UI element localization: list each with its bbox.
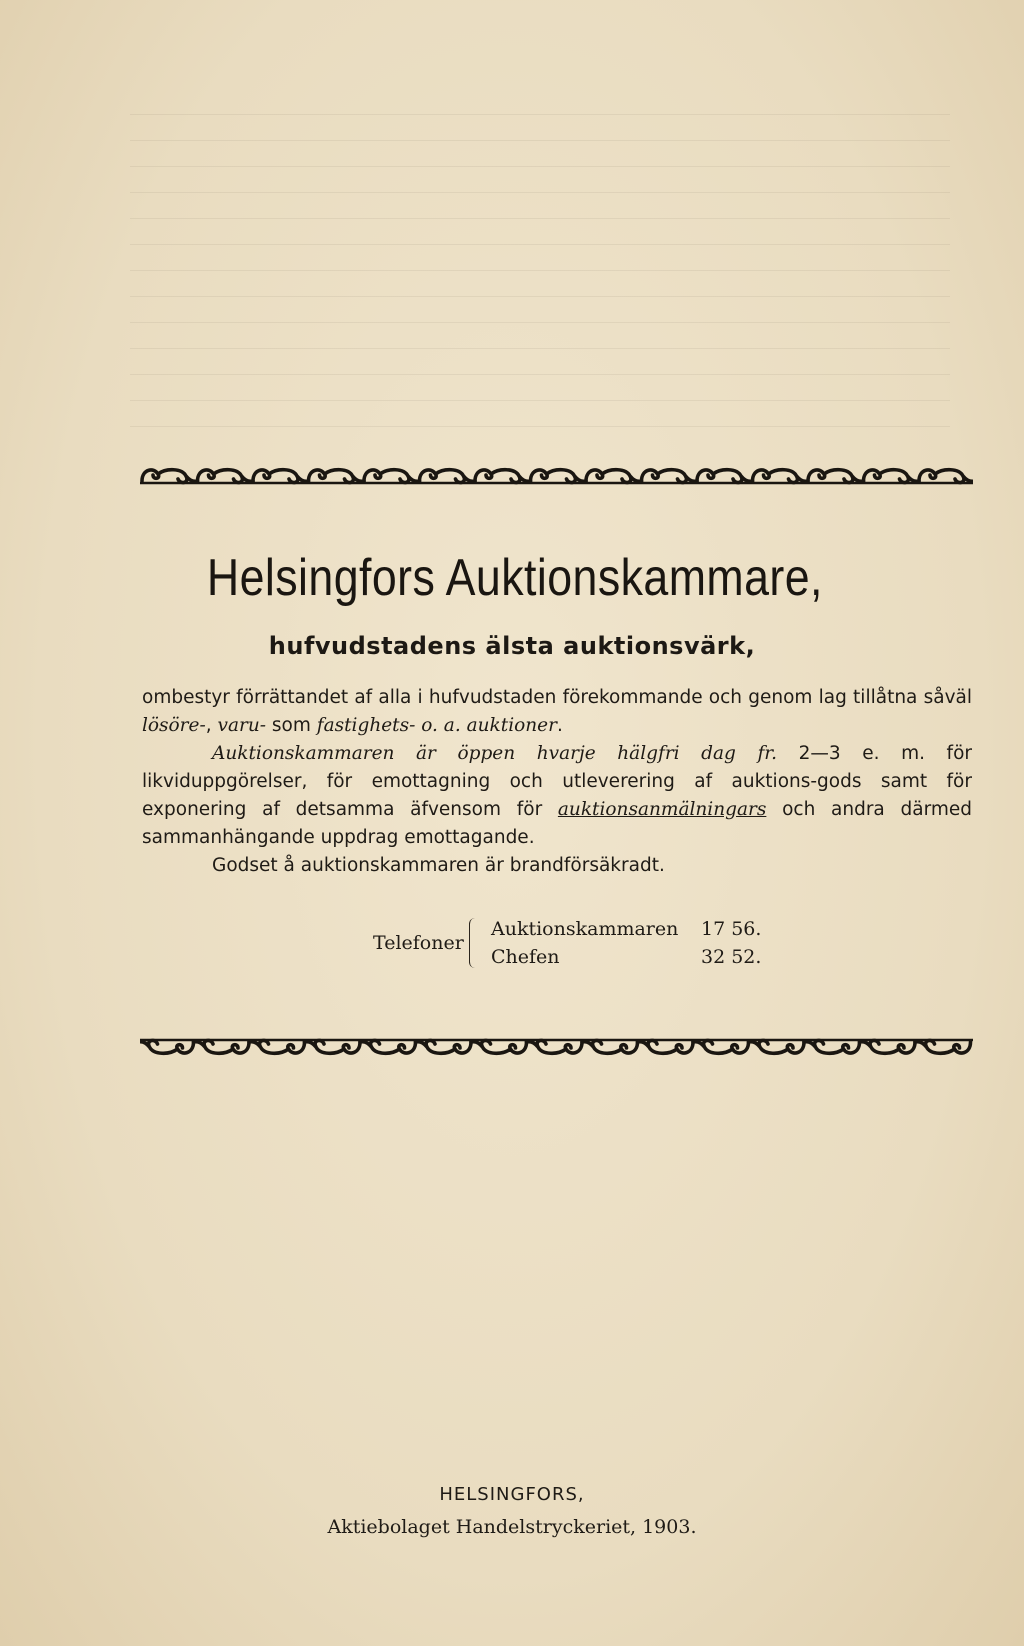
ornament-scroll-icon bbox=[309, 470, 365, 483]
p1-italic-losore: lösöre- bbox=[142, 715, 206, 736]
ornament-scroll-icon bbox=[804, 1040, 860, 1053]
telephone-entry-name: Chefen bbox=[491, 946, 560, 968]
telephone-entry-number: 17 56. bbox=[701, 918, 762, 940]
paragraph-hours bbox=[142, 740, 972, 852]
ornament-scroll-icon bbox=[253, 470, 309, 483]
ornament-scroll-icon bbox=[586, 470, 642, 483]
bleed-through-text bbox=[130, 100, 950, 440]
p1-italic-varu: varu- bbox=[217, 715, 266, 736]
ornament-scroll-icon bbox=[749, 1040, 805, 1053]
telephone-label: Telefoner bbox=[373, 932, 464, 954]
ornament-scroll-icon bbox=[864, 470, 920, 483]
ornament-scroll-icon bbox=[860, 1040, 916, 1053]
ornament-scroll-icon bbox=[753, 470, 809, 483]
ornament-border-bottom bbox=[140, 1036, 973, 1058]
paragraph-insurance: Godset å auktionskammaren är brandförsäkradt. bbox=[212, 855, 665, 876]
p2-italic-open: Auktionskammaren är öppen hvarje hälgfri dag fr. bbox=[212, 743, 778, 764]
ornament-scroll-icon bbox=[416, 1040, 472, 1053]
ornament-scroll-icon bbox=[527, 1040, 583, 1053]
ornament-wave-top-icon bbox=[140, 465, 973, 487]
p1-text-a: ombestyr förrättandet af alla i hufvudstaden förekommande och genom lag tillåtna såväl bbox=[142, 687, 972, 708]
ornament-scroll-icon bbox=[140, 1040, 194, 1053]
ornament-scroll-icon bbox=[142, 470, 198, 483]
ornament-scroll-icon bbox=[642, 470, 698, 483]
ornament-scroll-icon bbox=[420, 470, 476, 483]
ornament-scroll-icon bbox=[475, 470, 531, 483]
ornament-scroll-icon bbox=[697, 470, 753, 483]
p1-text-c: , bbox=[205, 715, 218, 736]
ornament-scroll-icon bbox=[305, 1040, 361, 1053]
p2-underlined-anmalningar: auktionsanmälningars bbox=[557, 799, 767, 820]
p1-italic-fastighets: fastighets- o. a. auktioner bbox=[316, 715, 557, 736]
ornament-scroll-icon bbox=[919, 470, 973, 483]
p1-text-g: . bbox=[556, 715, 563, 736]
ornament-scroll-icon bbox=[194, 1040, 250, 1053]
ornament-wave-bottom-icon bbox=[140, 1036, 973, 1058]
p1-text-e: som bbox=[266, 715, 317, 736]
ornament-scroll-icon bbox=[638, 1040, 694, 1053]
page-title: Helsingfors Auktionskammare, bbox=[206, 549, 823, 607]
imprint-city: HELSINGFORS, bbox=[439, 1484, 585, 1505]
page-subtitle: hufvudstadens älsta auktionsvärk, bbox=[268, 632, 756, 660]
telephone-entry bbox=[491, 946, 761, 968]
p2-text-b: 2—3 e. m. för likviduppgörelser, för emottagning och utleverering af auktions-gods samt för exponering af detsamma äfvensom för bbox=[142, 743, 972, 820]
ornament-scroll-icon bbox=[360, 1040, 416, 1053]
ornament-scroll-icon bbox=[531, 470, 587, 483]
paragraph-services bbox=[142, 684, 972, 740]
ornament-border-top bbox=[140, 465, 973, 487]
brace-icon bbox=[469, 918, 478, 968]
ornament-scroll-icon bbox=[249, 1040, 305, 1053]
telephone-entry-number: 32 52. bbox=[701, 946, 762, 968]
ornament-scroll-icon bbox=[915, 1040, 971, 1053]
telephone-entry bbox=[491, 918, 761, 940]
ornament-scroll-icon bbox=[693, 1040, 749, 1053]
p2-text-d: och andra därmed sammanhängande uppdrag emottagande. bbox=[142, 799, 972, 848]
ornament-scroll-icon bbox=[471, 1040, 527, 1053]
ornament-scroll-icon bbox=[198, 470, 254, 483]
imprint-publisher: Aktiebolaget Handelstryckeriet, 1903. bbox=[327, 1516, 697, 1538]
ornament-scroll-icon bbox=[808, 470, 864, 483]
ornament-scroll-icon bbox=[364, 470, 420, 483]
ornament-scroll-icon bbox=[582, 1040, 638, 1053]
telephone-entry-name: Auktionskammaren bbox=[491, 918, 679, 940]
